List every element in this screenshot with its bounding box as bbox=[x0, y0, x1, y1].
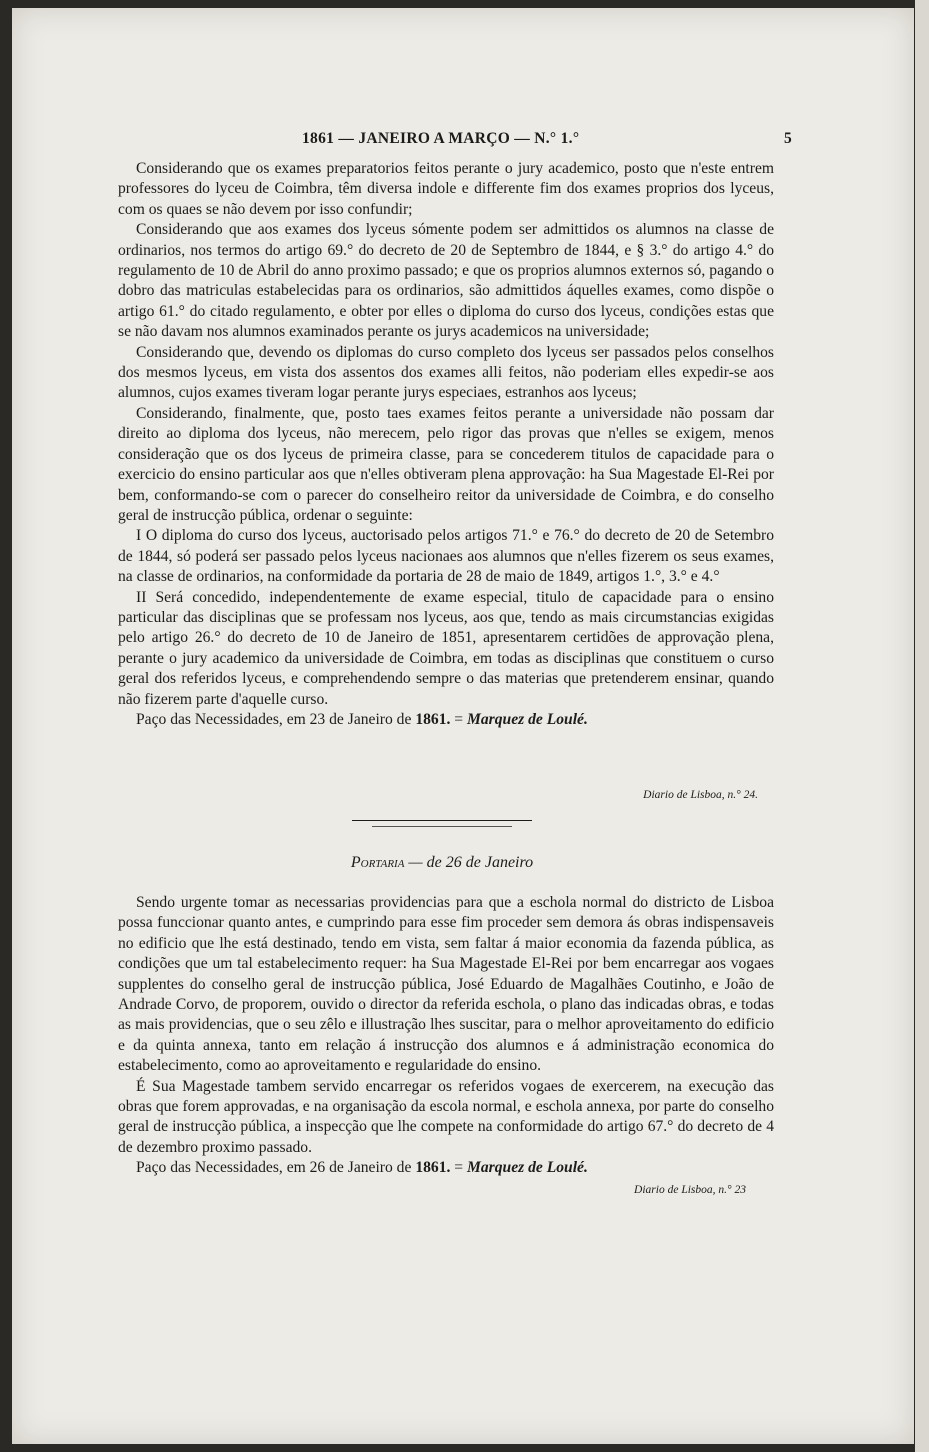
closing-separator: = bbox=[450, 1159, 467, 1177]
page-number: 5 bbox=[783, 130, 792, 147]
closing-year: 1861. bbox=[415, 1159, 451, 1177]
section-divider bbox=[352, 820, 532, 821]
decree-body bbox=[118, 159, 774, 730]
closing-place: Paço das Necessidades, em 23 de Janeiro de bbox=[136, 710, 412, 728]
source-citation: Diario de Lisboa, n.° 24. bbox=[643, 789, 758, 801]
scan-edge bbox=[915, 0, 929, 1452]
closing-line bbox=[118, 1158, 774, 1178]
section-divider-thin bbox=[372, 826, 512, 827]
paragraph: Considerando que os exames preparatorios feitos perante o jury academico, posto que n'este entrem professores do lyceu de Coimbra, têm diversa indole e differente fim dos exames proprios dos lyceus, com os quaes se não devem por isso confundir; bbox=[118, 160, 774, 218]
source-citation: Diario de Lisboa, n.° 23 bbox=[634, 1184, 746, 1196]
title-date: — de 26 de Janeiro bbox=[404, 854, 534, 871]
closing-place: Paço das Necessidades, em 26 de Janeiro de bbox=[136, 1159, 412, 1177]
paragraph: Considerando que, devendo os diplomas do curso completo dos lyceus ser passados pelos conselhos dos mesmos lyceus, em vista dos assentos dos exames alli feitos, não poderiam elles expedir-se aos alumnos, cujos exames tiveram logar perante jurys especiaes, estranhos aos lyceus; bbox=[118, 343, 774, 402]
paragraph: Considerando que aos exames dos lyceus sómente podem ser admittidos os alumnos na classe de ordinarios, nos termos do artigo 69.° do decreto de 20 de Septembro de 1844, e § 3.° do artigo 4.° do regulamento de 10 de Abril do anno proximo passado; e que os proprios alumnos externos só, pagando o dobro das matriculas estabelecidas para os ordinarios, são admittidos áquelles exames, como dispõe o artigo 61.° do citado regulamento, e obter por elles o diploma do curso dos lyceus, condições estas que se não davam nos alumnos examinados perante os jurys academicos na universidade; bbox=[118, 221, 774, 341]
closing-separator: = bbox=[450, 710, 467, 728]
paragraph: I O diploma do curso dos lyceus, auctorisado pelos artigos 71.° e 76.° do decreto de 20 de Setembro de 1844, só poderá ser passado pelos lyceus nacionaes aos alumnos que n'elles fizerem os seus exames, na classe de ordinarios, na conformidade da portaria de 28 de maio de 1849, artigos 1.°, 3.° e 4.° bbox=[118, 527, 774, 586]
signature: Marquez de Loulé. bbox=[467, 1159, 588, 1177]
section-title bbox=[112, 854, 772, 872]
header-title: 1861 — JANEIRO A MARÇO — N.° 1.° bbox=[302, 130, 580, 147]
running-header bbox=[112, 130, 792, 148]
paragraph: II Será concedido, independentemente de exame especial, titulo de capacidade para o ensino particular das disciplinas que se professam nos lyceus, aos que, tendo as mais circumstancias exigidas pelo artigo 26.° do decreto de 10 de Janeiro de 1851, apresentarem certidões de approvação plena, perante o jury academico da universidade de Coimbra, em todas as disciplinas que constituem o curso geral dos referidos lyceus, e comprehendendo sempre o das materias que pretenderem ensinar, quando não fizerem parte d'aquelle curso. bbox=[118, 588, 774, 708]
closing-year: 1861. bbox=[415, 710, 451, 728]
closing-line bbox=[118, 710, 774, 730]
paragraph: É Sua Magestade tambem servido encarregar os referidos vogaes de exercerem, na execução das obras que forem approvadas, e na organisação da escola normal, e eschola annexa, por parte do conselho geral de instrucção pública, a inspecção que lhe compete na conformidade do artigo 67.° do decreto de 4 de dezembro proximo passado. bbox=[118, 1077, 774, 1156]
paragraph: Sendo urgente tomar as necessarias providencias para que a eschola normal do districto de Lisboa possa funccionar quanto antes, e cumprindo para esse fim proceder sem demora ás obras indispensaveis no edificio que lhe está destinado, tendo em vista, sem faltar á maior economia da fazenda pública, as condições que um tal estabelecimento requer: ha Sua Magestade El-Rei por bem encarregar aos vogaes supplentes do conselho geral de instrucção pública, José Eduardo de Magalhães Coutinho, e João de Andrade Corvo, de proporem, ouvido o director da referida eschola, o plano das indicadas obras, e todas as mais providencias, que o seu zêlo e illustração lhes suscitar, para o melhor aproveitamento do edificio e da quinta annexa, tanto em relação á instrucção dos alumnos e á administração economica do estabelecimento, como ao aproveitamento e regularidade do ensino. bbox=[118, 894, 774, 1075]
paragraph: Considerando, finalmente, que, posto taes exames feitos perante a universidade não possam dar direito ao diploma dos lyceus, não merecem, pelo rigor das provas que n'elles se exigem, menos consideração que os dos lyceus de primeira classe, para se concederem titulos de capacidade para o exercicio do ensino particular aos que n'elles obtiveram plena approvação: ha Sua Magestade El-Rei por bem, conformando-se com o parecer do conselheiro reitor da universidade de Coimbra, e do conselho geral de instrucção pública, ordenar o seguinte: bbox=[118, 404, 774, 524]
signature: Marquez de Loulé. bbox=[467, 710, 588, 728]
document-page bbox=[12, 8, 914, 1444]
portaria-body bbox=[118, 893, 774, 1179]
title-portaria: Portaria bbox=[350, 854, 405, 871]
